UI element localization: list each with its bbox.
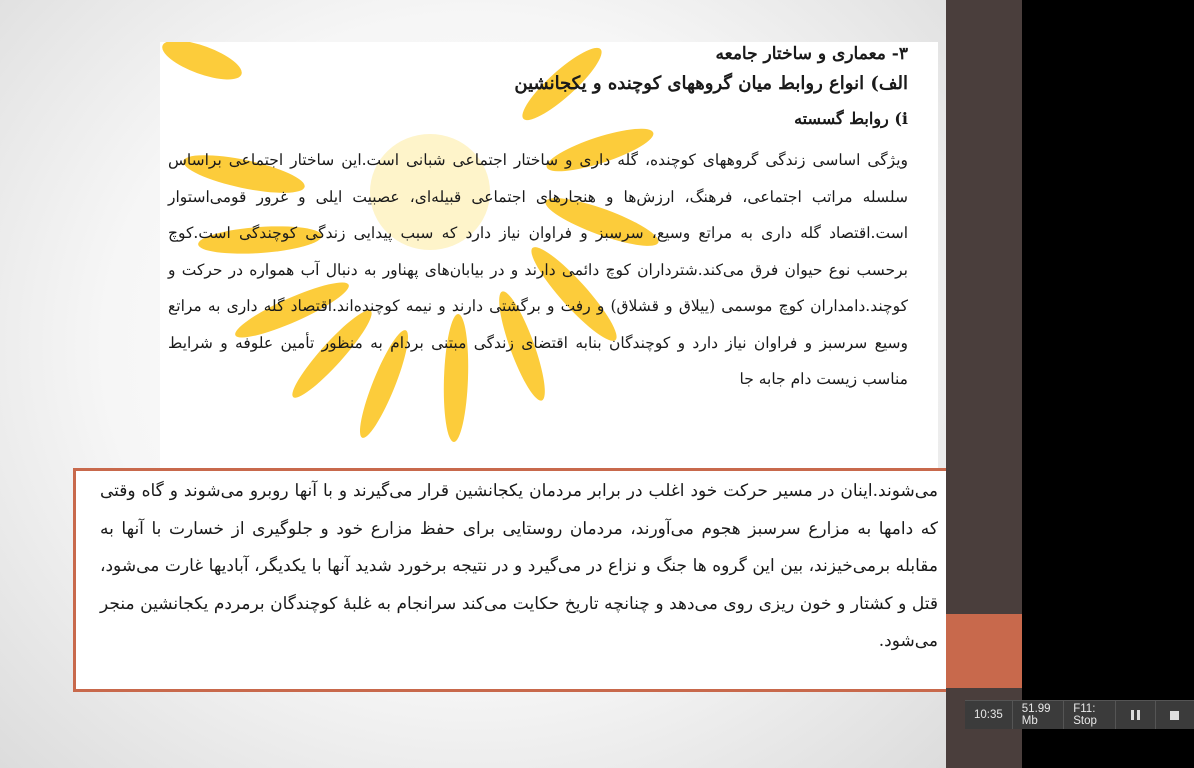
section-heading: ۳- معماری و ساختار جامعه <box>715 44 908 64</box>
recorder-status-bar <box>965 700 1194 729</box>
pause-icon <box>1131 710 1140 720</box>
body-paragraph: ویژگی اساسی زندگی گروههای کوچنده، گله داری و ساختار اجتماعی شبانی است.این ساختار اجتماعی براساس سلسله مراتب اجتماعی، فرهنگ، ارزش‌ها و هنجارهای اجتماعی قبیله‌ای، عصبیت ایلی و غرور قومی‌استوار است.اقتصاد گله داری به مراتع وسیع، سرسبز و فراوان نیاز دارد که سبب پیدایی زندگی کوچندگی است.کوچ برحسب نوع حیوان فرق می‌کند.شترداران کوچ دائمی دارند و در بیابان‌های پهناور به دنبال آب همواره در حرکت و کوچند.دامداران کوچ موسمی (ییلاق و قشلاق) و رفت و برگشتی دارند و نیمه کوچنده‌اند.اقتصاد گله داری به مراتع وسیع سرسبز و فراوان نیاز دارد و کوچندگان بنابه اقتضای زندگی مبتنی بردام به منظور تأمین علوفه و شرایط مناسب زیست دام جابه جا <box>168 151 908 388</box>
sub-subsection-heading: i) روابط گسسته <box>794 109 908 128</box>
stop-hotkey-label: F11: Stop <box>1064 701 1116 729</box>
subsection-heading: الف) انواع روابط میان گروههای کوچنده و یکجانشین <box>514 73 908 94</box>
stop-button[interactable] <box>1156 701 1194 729</box>
scanned-document-image <box>160 42 938 470</box>
elapsed-time: 10:35 <box>965 701 1013 729</box>
memory-usage: 51.99 Mb <box>1013 701 1064 729</box>
stop-icon <box>1170 711 1179 720</box>
document-text-block <box>160 42 918 398</box>
pause-button[interactable] <box>1116 701 1155 729</box>
accent-block <box>946 614 1022 688</box>
highlighted-text-box: می‌شوند.اینان در مسیر حرکت خود اغلب در برابر مردمان یکجانشین قرار می‌گیرند و با آنها روبرو می‌شوند و گاه وقتی که دامها به مزارع سرسبز هجوم می‌آورند، مردمان روستایی برای حفظ مزارع خود و جلوگیری از خسارت با آنها به مقابله برمی‌خیزند، بین این گروه ها جنگ و نزاع در می‌گیرد و در نتیجه برخورد شدید آنها با یکدیگر، آبادیها غارت می‌شود، قتل و کشتار و خون ریزی روی می‌دهد و چنانچه تاریخ حکایت می‌کند سرانجام به غلبهٔ کوچندگان برمردم یکجانشین منجر می‌شود. <box>73 468 948 692</box>
